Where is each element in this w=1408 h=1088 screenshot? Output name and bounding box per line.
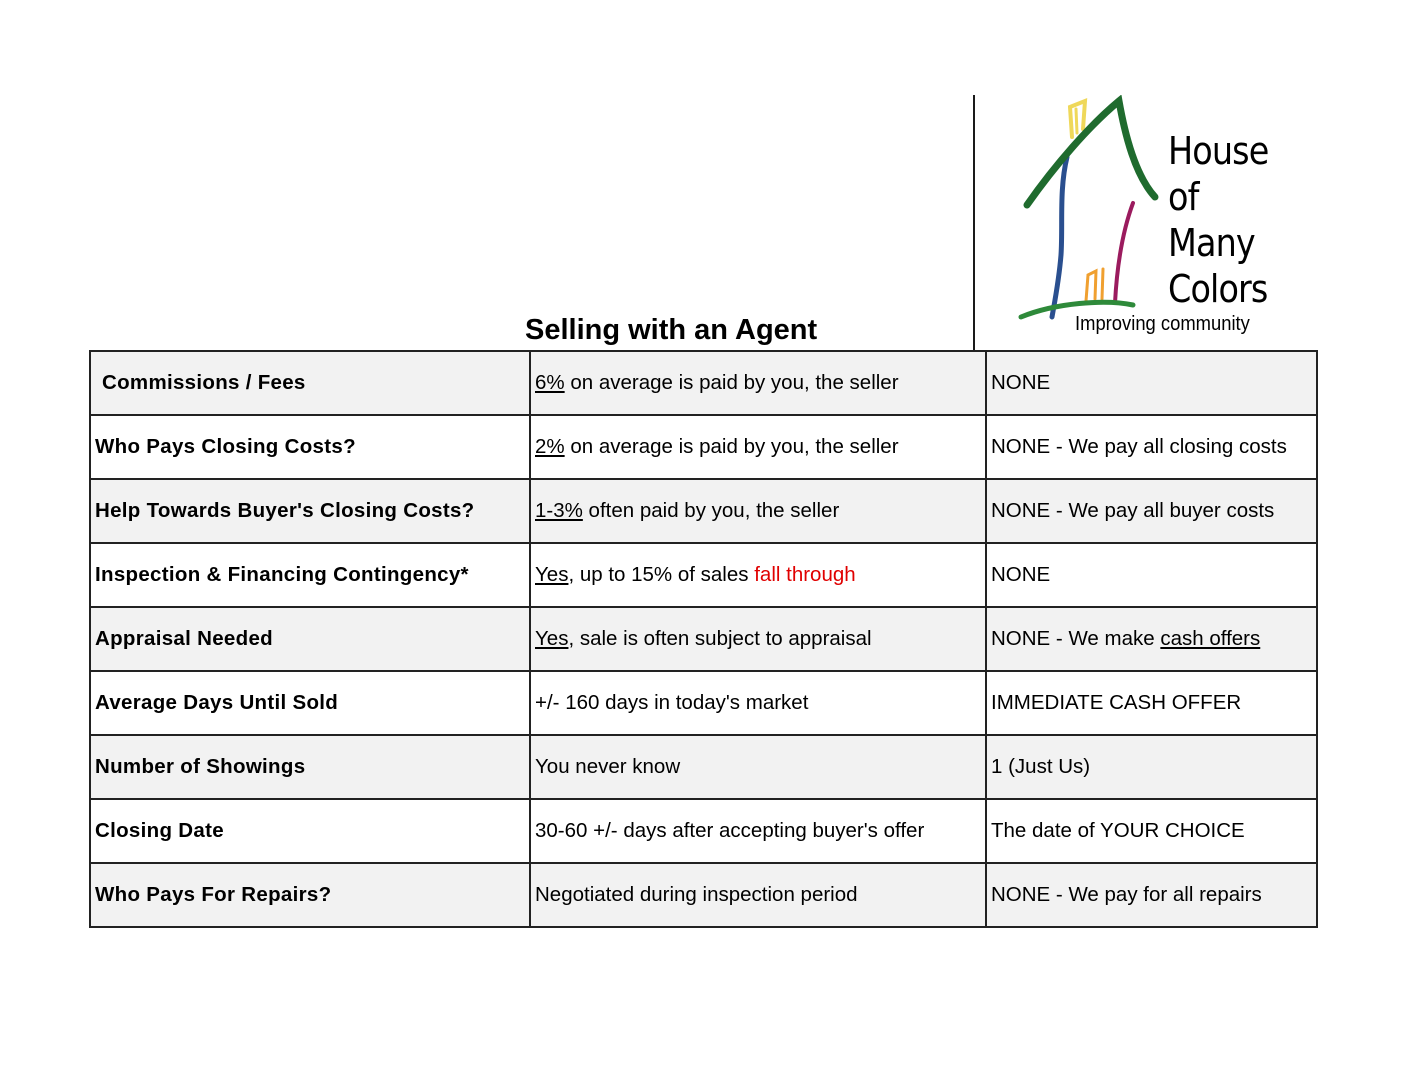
table-row <box>90 415 1317 479</box>
row-label: Commissions / Fees <box>90 351 530 415</box>
our-offer-cell <box>986 479 1317 543</box>
agent-text: on average is paid by you, the seller <box>564 371 899 394</box>
our-offer-text: IMMEDIATE CASH OFFER <box>991 691 1242 714</box>
table-row <box>90 799 1317 863</box>
agent-text: 30-60 +/- days after accepting buyer's offer <box>535 819 925 842</box>
our-offer-cell <box>986 671 1317 735</box>
row-label: Inspection & Financing Contingency* <box>90 543 530 607</box>
row-label: Closing Date <box>90 799 530 863</box>
table-row <box>90 543 1317 607</box>
table-row <box>90 735 1317 799</box>
agent-cell <box>530 415 986 479</box>
agent-cell <box>530 863 986 927</box>
our-offer-text: NONE - We pay for all repairs <box>991 883 1262 906</box>
our-offer-cell <box>986 351 1317 415</box>
agent-cell <box>530 671 986 735</box>
table-row <box>90 671 1317 735</box>
page-title: Selling with an Agent <box>525 314 818 346</box>
agent-emphasis: 6% <box>535 371 565 394</box>
comparison-table <box>89 350 1318 928</box>
logo-right-wall <box>1115 203 1133 303</box>
our-offer-text: The date of YOUR CHOICE <box>991 819 1245 842</box>
our-offer-text: NONE - We make <box>991 627 1161 650</box>
logo-line: House <box>1168 129 1269 173</box>
row-label: Who Pays For Repairs? <box>90 863 530 927</box>
our-offer-cell <box>986 415 1317 479</box>
logo-wordmark <box>1168 128 1268 312</box>
logo-line: Many <box>1168 221 1255 265</box>
our-offer-text: NONE - We pay all closing costs <box>991 435 1287 458</box>
row-label: Appraisal Needed <box>90 607 530 671</box>
table-row <box>90 863 1317 927</box>
our-offer-text: NONE - We pay all buyer costs <box>991 499 1275 522</box>
agent-text: You never know <box>535 755 681 778</box>
agent-text: Negotiated during inspection period <box>535 883 858 906</box>
our-offer-text: 1 (Just Us) <box>991 755 1091 778</box>
table-row <box>90 479 1317 543</box>
agent-text: , sale is often subject to appraisal <box>568 627 872 650</box>
agent-emphasis: 2% <box>535 435 565 458</box>
agent-emphasis: Yes <box>535 627 569 650</box>
logo-roof <box>1027 101 1155 205</box>
agent-cell <box>530 543 986 607</box>
agent-cell <box>530 351 986 415</box>
agent-emphasis: Yes <box>535 563 569 586</box>
logo-line: of <box>1168 175 1199 219</box>
our-offer-cell <box>986 735 1317 799</box>
agent-warning-text: fall through <box>754 563 856 586</box>
header-divider-line <box>973 95 975 352</box>
agent-cell <box>530 607 986 671</box>
row-label: Average Days Until Sold <box>90 671 530 735</box>
row-label: Help Towards Buyer's Closing Costs? <box>90 479 530 543</box>
agent-text: on average is paid by you, the seller <box>564 435 899 458</box>
our-offer-cell <box>986 863 1317 927</box>
agent-text: often paid by you, the seller <box>582 499 840 522</box>
our-offer-text: NONE <box>991 371 1051 394</box>
our-offer-cell <box>986 607 1317 671</box>
agent-cell <box>530 735 986 799</box>
logo-left-wall <box>1052 157 1067 317</box>
agent-text: +/- 160 days in today's market <box>535 691 809 714</box>
logo-line: Colors <box>1168 267 1268 311</box>
logo-door <box>1086 271 1096 301</box>
table-row <box>90 351 1317 415</box>
agent-cell <box>530 479 986 543</box>
agent-text: , up to 15% of sales <box>568 563 755 586</box>
our-offer-cell <box>986 799 1317 863</box>
logo-tagline: Improving community <box>1075 313 1250 335</box>
row-label: Number of Showings <box>90 735 530 799</box>
our-offer-cell <box>986 543 1317 607</box>
our-offer-text: NONE <box>991 563 1051 586</box>
agent-cell <box>530 799 986 863</box>
our-offer-emphasis: cash offers <box>1160 627 1261 650</box>
table-row <box>90 607 1317 671</box>
agent-emphasis: 1-3% <box>535 499 583 522</box>
row-label: Who Pays Closing Costs? <box>90 415 530 479</box>
